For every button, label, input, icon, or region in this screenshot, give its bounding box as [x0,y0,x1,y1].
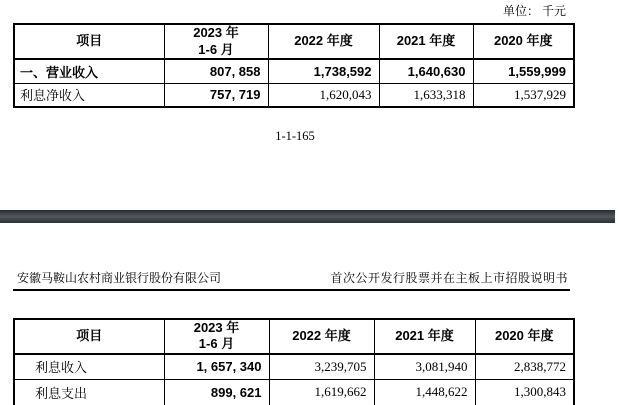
row-label: 利息支出 [14,380,164,405]
page-separator-band [0,210,615,223]
interest-table-header [14,319,574,354]
header-2023-year: 2023 年 [193,25,239,41]
value-2021: 3,081,940 [374,354,475,380]
header-cell-2020: 2020 年度 [473,24,574,59]
value-2023: 807, 858 [164,59,268,83]
interest-table [13,318,575,405]
value-2021: 1,448,622 [374,380,475,405]
revenue-table-header [14,24,574,59]
value-2020: 2,838,772 [475,354,574,380]
value-2022: 1,738,592 [268,59,379,83]
unit-label: 单位： 千元 [502,4,566,18]
header-cell-2023 [164,319,269,354]
header-2023-period: 1-6 月 [198,336,235,352]
header-cell-2021: 2021 年度 [374,319,475,354]
value-2022: 3,239,705 [269,354,374,380]
value-2022: 1,619,662 [269,380,374,405]
value-2020: 1,300,843 [475,380,574,405]
value-2023: 899, 621 [164,380,269,405]
company-name: 安徽马鞍山农村商业银行股份有限公司 [17,271,222,285]
table-header-row [14,319,574,354]
table-row-net-interest-income [14,83,574,107]
header-2023-period: 1-6 月 [198,41,234,57]
table-header-row [14,24,574,59]
header-cell-2022: 2022 年度 [268,24,379,59]
header-2023-year: 2023 年 [193,320,240,335]
header-cell-item: 项目 [14,319,164,354]
revenue-table [13,23,575,108]
header-cell-2021: 2021 年度 [379,24,473,59]
header-cell-2022: 2022 年度 [269,319,374,354]
value-2021: 1,640,630 [379,59,473,83]
document-title: 首次公开发行股票并在主板上市招股说明书 [330,271,568,285]
value-2023: 757, 719 [164,83,268,107]
value-2020: 1,559,999 [473,59,574,83]
document-header [13,269,570,291]
table-row-operating-revenue [14,59,574,83]
page-number: 1-1-165 [275,129,315,143]
row-label: 利息净收入 [14,83,164,107]
row-label: 利息收入 [14,354,164,380]
value-2020: 1,537,929 [473,83,574,107]
table-row-interest-expense [14,380,574,405]
header-cell-item: 项目 [14,24,164,59]
value-2023: 1, 657, 340 [164,354,269,380]
value-2022: 1,620,043 [268,83,379,107]
header-cell-2020: 2020 年度 [475,319,574,354]
row-label: 一、营业收入 [14,59,164,83]
value-2021: 1,633,318 [379,83,473,107]
header-cell-2023 [164,24,268,59]
table-row-interest-income [14,354,574,380]
